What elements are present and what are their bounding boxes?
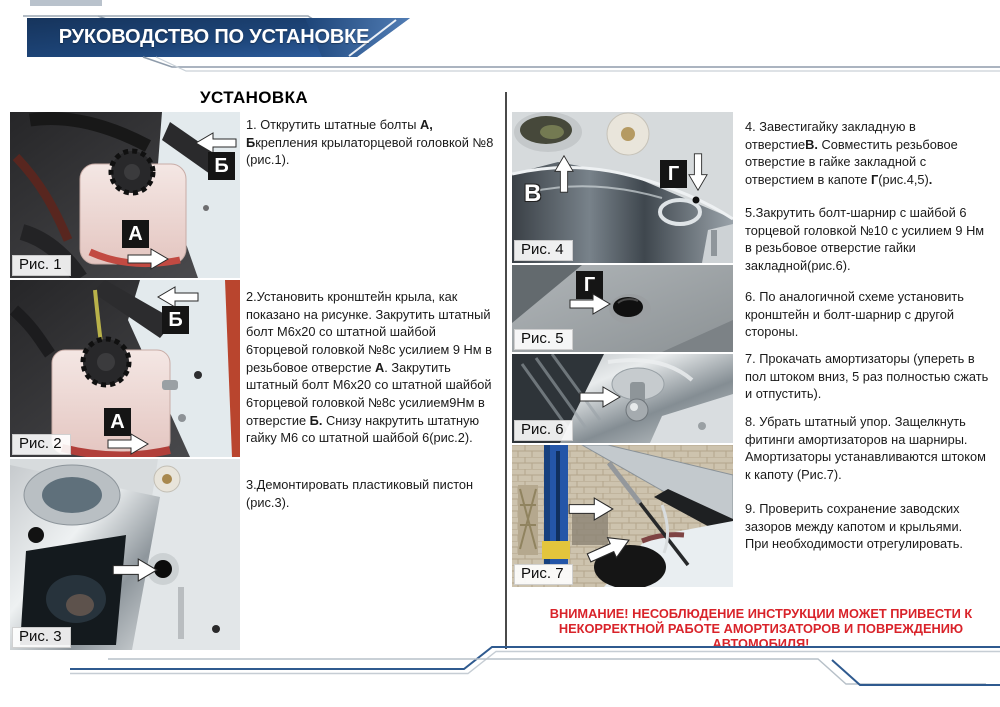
figure-caption: Рис. 2: [12, 434, 71, 455]
point-label-v: В: [524, 180, 542, 207]
figure-6-photo: [512, 354, 733, 443]
point-label-a: А: [122, 220, 149, 248]
point-label-b: Б: [208, 152, 235, 180]
point-label-a: А: [104, 408, 131, 436]
figure-caption: Рис. 5: [514, 329, 573, 350]
section-title: УСТАНОВКА: [200, 88, 309, 107]
instruction-step: 8. Убрать штатный упор. Защелкнуть фитинги амортизаторов на шарниры. Амортизаторы устанавливаются штоком к капоту (Рис.7).: [745, 414, 986, 482]
instruction-step: 2.Установить кронштейн крыла, как показано на рисунке. Закрутить штатный болт М6х20 со штатной шайбой 6торцевой головкой №8с усилием 9 Нм в резьбовое отверстие А. Закрутить штатный болт М6х20 со штатной шайбой 6торцевой головкой №8с усилием9Нм в отверстие Б. Снизу накрутить штатную гайку М6 со штатной шайбой 6(рис.2).: [246, 289, 492, 446]
instruction-step: 5.Закрутить болт-шарнир с шайбой 6 торцевой головкой №10 с усилием 9 Нм в резьбовое отверстие гайки закладной(рис.6).: [745, 205, 985, 273]
arrow-right-icon: [112, 558, 158, 582]
instruction-step: 4. Завестигайку закладную в отверстиеВ. Совместить резьбовое отверстие в гайке закладной с отверстием в капоте Г(рис.4,5).: [745, 119, 958, 187]
hood-underside-photo: [10, 459, 240, 650]
point-label-b: Б: [162, 306, 189, 334]
instructions-right-column: [745, 112, 989, 657]
point-label-g: Г: [576, 271, 603, 299]
instructions-left-column: [246, 112, 498, 657]
figure-caption: Рис. 6: [514, 420, 573, 441]
arrow-left-icon: [156, 286, 200, 308]
arrow-right-icon: [568, 293, 612, 315]
arrow-right-icon: [568, 497, 614, 521]
arrow-down-icon: [688, 152, 708, 192]
arrow-right-icon: [106, 433, 150, 455]
instruction-step: 7. Прокачать амортизаторы (упереть в пол штоком вниз, 5 раз полностью сжать и отпустить).: [745, 351, 989, 402]
instruction-step: 9. Проверить сохранение заводских зазоров между капотом и крыльями. При необходимости отрегулировать.: [745, 501, 963, 552]
figure-caption: Рис. 3: [12, 627, 71, 648]
figure-5-photo: [512, 265, 733, 352]
figure-3-photo: [10, 459, 240, 650]
arrow-right-icon: [126, 248, 170, 270]
column-divider: [505, 92, 507, 649]
figure-caption: Рис. 1: [12, 255, 71, 276]
instruction-step: 1. Открутить штатные болты А, Бкрепления крылаторцевой головкой №8 (рис.1).: [246, 117, 494, 168]
figure-caption: Рис. 7: [514, 564, 573, 585]
footer-decoration: [0, 643, 1000, 707]
warning-text: ВНИМАНИЕ! НЕСОБЛЮДЕНИЕ ИНСТРУКЦИИ МОЖЕТ ПРИВЕСТИ К НЕКОРРЕКТНОЙ РАБОТЕ АМОРТИЗАТОРОВ И ПОВРЕЖДЕНИЮ АВТОМОБИЛЯ!: [549, 606, 973, 652]
instruction-step: 3.Демонтировать пластиковый пистон (рис.3).: [246, 477, 474, 510]
instruction-step: 6. По аналогичной схеме установить кронштейн и болт-шарнир с другой стороны.: [745, 289, 964, 340]
figure-1-photo: [10, 112, 240, 278]
figure-7-photo: [512, 445, 733, 587]
arrow-right-icon: [578, 386, 622, 408]
arrow-left-icon: [194, 132, 238, 154]
figure-4-photo: [512, 112, 733, 263]
point-label-g: Г: [660, 160, 687, 188]
figure-caption: Рис. 4: [514, 240, 573, 261]
manual-banner-title: РУКОВОДСТВО ПО УСТАНОВКЕ: [58, 26, 370, 48]
figure-2-photo: [10, 280, 240, 457]
arrow-up-icon: [554, 154, 574, 194]
